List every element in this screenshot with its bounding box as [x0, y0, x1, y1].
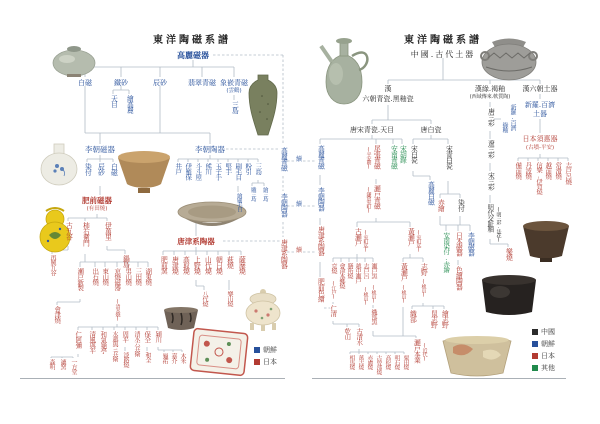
- tree-node: 京燒磁器: [113, 268, 122, 290]
- tree-node: 象嵌青磁: [220, 79, 248, 87]
- tree-node: 木米: [179, 353, 186, 363]
- tree-node: 萩燒: [225, 256, 234, 268]
- tree-node: (平安朝): [365, 147, 372, 169]
- tree-node: (西域傳來.軟質陶): [469, 94, 511, 100]
- photo-white-bottle: [38, 142, 80, 186]
- tree-node: 古清水: [355, 328, 364, 345]
- legend-label: 其他: [541, 364, 555, 372]
- left-chart-title: 東洋陶磁系譜: [153, 35, 231, 46]
- tree-node: 織部: [408, 310, 417, 322]
- tree-node: 男山燒: [124, 268, 133, 285]
- tree-node: 古曾部燒: [374, 355, 381, 375]
- tree-node: 李朝磁器: [466, 232, 475, 256]
- tree-node: 玉子手: [214, 163, 223, 180]
- tree-node: 高麗青磁: [279, 147, 288, 171]
- tree-node: (桃山): [400, 285, 407, 303]
- tree-node: 漢綠.褐釉: [474, 85, 506, 93]
- tree-node: 明代交趾釉: [486, 204, 495, 232]
- legend-label: 朝鮮: [263, 346, 277, 354]
- tree-node: 鍋島: [121, 255, 130, 267]
- tree-node: 續: [295, 156, 303, 163]
- tree-node: 京燒: [330, 263, 337, 273]
- tree-node: 龜祐: [161, 353, 168, 363]
- tree-node: 樂燒: [504, 248, 513, 260]
- tree-node: (桃山): [362, 287, 369, 305]
- tree-node: 唐津燒: [170, 256, 179, 274]
- tree-node: 膳所燒: [346, 263, 353, 278]
- tree-node: 高取燒: [181, 256, 190, 274]
- legend-label: 日本: [541, 352, 555, 360]
- tree-node: 新羅.百濟: [509, 104, 516, 130]
- tree-node: 斗斗屋: [194, 163, 203, 180]
- tree-node: 肥前磁器: [82, 196, 112, 205]
- tree-node: 日本須惠器: [522, 135, 558, 143]
- legend-swatch: [532, 353, 538, 359]
- tree-node: 續: [295, 201, 303, 208]
- right-chart-title: 東洋陶磁系譜: [404, 35, 482, 46]
- tree-node: 熊川: [204, 163, 213, 174]
- tree-node: 天目: [109, 95, 118, 107]
- legend-swatch: [532, 341, 538, 347]
- legend-label: 朝鮮: [541, 340, 555, 348]
- tree-node: 伊萬里: [103, 222, 112, 240]
- tree-node: 唐白瓷: [420, 126, 442, 134]
- tree-node: 高松燒: [383, 355, 390, 370]
- tree-node: 堅手: [224, 163, 233, 174]
- tree-node: 信樂.伊賀燒: [535, 162, 543, 194]
- photo-black-raku-bowl: [478, 272, 540, 320]
- tree-node: 染付: [83, 163, 92, 175]
- tree-node: 遼三彩: [486, 140, 495, 158]
- tree-node: 高麗青磁: [316, 145, 325, 169]
- tree-node: 志戸呂: [362, 263, 369, 278]
- tree-node: 常滑燒: [554, 162, 563, 179]
- tree-node: 續: [295, 247, 303, 254]
- tree-node: 染付: [456, 199, 465, 211]
- tree-node: 辰砂: [153, 79, 167, 87]
- tree-node: (鎌倉室町): [365, 187, 372, 213]
- tree-node: 清風與平: [88, 331, 97, 353]
- tree-node: 志戸呂燒: [564, 162, 573, 184]
- tree-node: 淡路燒: [122, 352, 129, 367]
- tree-node: 繪三島: [261, 187, 268, 201]
- tree-node: 李朝陶器: [279, 193, 288, 217]
- tree-node: (桃山): [370, 285, 377, 303]
- tree-node: 唐三彩: [486, 108, 495, 126]
- photo-ido-bowl: [116, 148, 172, 194]
- legend-left: [254, 344, 277, 368]
- tree-node: 高麗白磁: [426, 181, 435, 205]
- photo-ancient-pot: [480, 34, 538, 82]
- tree-node: 湖東燒: [144, 268, 153, 285]
- left-page-rule: [20, 378, 285, 379]
- tree-node: 會津燒: [53, 306, 62, 323]
- legend-swatch: [254, 359, 260, 365]
- tree-node: 清水六兵衛: [133, 331, 140, 356]
- tree-node: 嘉介: [170, 353, 177, 363]
- tree-node: 繪志野: [440, 310, 449, 328]
- tree-node: 高麗磁器: [177, 51, 209, 60]
- tree-node: 李朝磁器: [85, 145, 115, 154]
- tree-node: 井戸: [174, 163, 183, 174]
- tree-node: 安南染付.赤繪: [442, 232, 451, 272]
- legend-swatch: [254, 347, 260, 353]
- tree-node: (古墳-平安): [525, 145, 555, 151]
- tree-node: 宋白瓷: [409, 145, 418, 163]
- tree-node: 備前燒: [514, 162, 523, 179]
- tree-node: 繪高麗: [125, 95, 134, 113]
- tree-node: (雲鶴): [226, 88, 242, 94]
- tree-node: 越前燒: [544, 162, 553, 179]
- tree-node: 古瀬戸: [353, 228, 362, 246]
- tree-node: (室町迄): [415, 230, 422, 252]
- photo-celadon-jar: [52, 42, 96, 78]
- tree-node: 宋青白瓷: [444, 145, 453, 169]
- tree-node: 和氣龜亭: [99, 331, 108, 353]
- tree-node: 三田燒: [134, 268, 143, 285]
- legend-label: 日本: [263, 358, 277, 366]
- tree-node: 讓窯: [59, 359, 66, 369]
- legend-item: [254, 356, 277, 368]
- tree-node: 六朝青瓷.黑釉瓷: [362, 95, 414, 103]
- tree-node: 三島: [254, 163, 263, 174]
- tree-node: 乾山: [343, 328, 352, 339]
- tree-node: (桃山): [420, 279, 427, 297]
- tree-node: 明石燒: [392, 355, 399, 370]
- tree-node: 瀬戸黑: [370, 263, 377, 278]
- tree-node: 仁清: [329, 305, 338, 316]
- tree-node: 志野: [419, 263, 428, 275]
- tree-node: 黃瀬戸: [399, 263, 408, 281]
- tree-node: 鼠志野: [429, 310, 438, 328]
- tree-node: 樂山燒: [226, 291, 233, 306]
- tree-node: 白磁: [109, 163, 118, 175]
- tree-node: 越中瀬戸: [354, 263, 361, 283]
- photo-incense-burner: [242, 288, 284, 332]
- tree-node: 肥前窯: [159, 256, 168, 274]
- tree-node: 山代燒: [203, 256, 212, 274]
- tree-node: 仁阿彌: [74, 331, 83, 348]
- photo-shino-bowl: [439, 331, 515, 379]
- tree-node: 唐津系陶器: [177, 237, 215, 246]
- tree-node: (江戸): [330, 281, 337, 299]
- tree-node: 土器: [533, 110, 547, 118]
- tree-node: 丹波燒: [524, 162, 533, 179]
- right-chart-subtitle: 中國.古代土器: [410, 50, 476, 59]
- tree-node: 李朝陶器: [195, 145, 225, 154]
- tree-node: 薩摩燒: [237, 256, 246, 274]
- tree-node: 瀬戸本業: [412, 339, 421, 363]
- tree-node: 赤膚燒: [365, 355, 372, 370]
- tree-node: 和全: [144, 352, 151, 362]
- tree-node: 黃瀬戸: [406, 228, 415, 246]
- tree-node: 新羅.百濟: [524, 101, 556, 109]
- tree-node: (室町迄): [362, 230, 369, 252]
- tree-node: 粉引: [244, 163, 253, 174]
- tree-node: 再興九谷: [49, 255, 56, 275]
- tree-node: 出石燒: [91, 268, 100, 285]
- tree-node: 宋胡錄: [398, 145, 407, 163]
- legend-item: [532, 350, 555, 362]
- tree-node: 唐津系陶器: [316, 226, 325, 255]
- legend-item: [532, 338, 555, 350]
- tree-node: 色繪陶器: [454, 266, 463, 290]
- photo-meiping-vase: [248, 74, 278, 136]
- legend-swatch: [532, 365, 538, 371]
- tree-node: 粟田燒: [401, 355, 408, 370]
- tree-node: 辰砂: [96, 163, 105, 175]
- tree-node: 瀬戸青磁: [372, 185, 381, 209]
- tree-node: (清水燒): [114, 299, 121, 321]
- tree-node: 萬古燒: [356, 355, 363, 370]
- tree-node: 一方堂: [70, 359, 77, 374]
- tree-node: 李朝陶器: [316, 187, 325, 211]
- tree-node: 柿右衛門: [81, 222, 90, 246]
- tree-node: 尾張青磁: [372, 145, 381, 169]
- tree-node: 刷毛目: [234, 163, 243, 180]
- tree-node: 三島: [230, 101, 239, 113]
- tree-node: 白磁: [78, 79, 92, 87]
- tree-node: 保全: [143, 331, 152, 342]
- tree-node: 瀬戸新製: [76, 268, 85, 290]
- photo-temmoku-bowl: [520, 218, 572, 264]
- tree-node: 穎川: [154, 331, 163, 342]
- tree-node: 水越與三兵衛: [111, 331, 118, 361]
- tree-node: 雕三島: [249, 187, 256, 201]
- tree-node: 赤繪: [436, 199, 445, 211]
- tree-node: 綠釉: [501, 122, 508, 132]
- tree-node: 唐津系陶器: [279, 239, 288, 268]
- tree-node: (明三彩.法花): [495, 207, 502, 242]
- tree-node: 織部黑: [370, 309, 377, 324]
- tree-node: 唐宋青瓷.天目: [349, 126, 395, 134]
- tree-node: 森明: [48, 359, 55, 369]
- tree-node: 朝日燒: [214, 256, 223, 274]
- tree-node: 漢六朝土器: [522, 85, 558, 93]
- tree-node: 會津本鄉燒: [338, 263, 345, 288]
- tree-node: 上野燒: [192, 256, 201, 274]
- tree-node: 安南青磁: [389, 145, 398, 169]
- tree-node: 翡翠青磁: [188, 79, 216, 87]
- tree-node: 八代燒: [201, 291, 208, 306]
- tree-node: 東山燒: [101, 268, 110, 285]
- tree-node: 繪刷毛目: [235, 193, 242, 211]
- tree-node: (有田燒): [86, 206, 108, 212]
- legend-swatch: [532, 329, 538, 335]
- tree-node: 相馬燒: [347, 355, 354, 370]
- photo-square-dish: [186, 327, 252, 377]
- tree-node: 宋三彩: [486, 172, 495, 190]
- legend-item: [532, 362, 555, 374]
- tree-node: (近代): [421, 343, 428, 361]
- tree-node: 日本磁器: [454, 232, 463, 256]
- legend-item: [532, 326, 555, 338]
- legend-label: 中國: [541, 328, 555, 336]
- tree-node: 古九谷: [64, 222, 73, 240]
- legend-right: [532, 326, 555, 374]
- tree-node: 周平: [121, 331, 130, 342]
- tree-node: 伊羅保: [184, 163, 193, 180]
- legend-item: [254, 344, 277, 356]
- tree-node: 鐵砂: [114, 79, 128, 87]
- tree-node: 肥前色繪: [316, 278, 325, 302]
- tree-node: 漢: [384, 85, 392, 93]
